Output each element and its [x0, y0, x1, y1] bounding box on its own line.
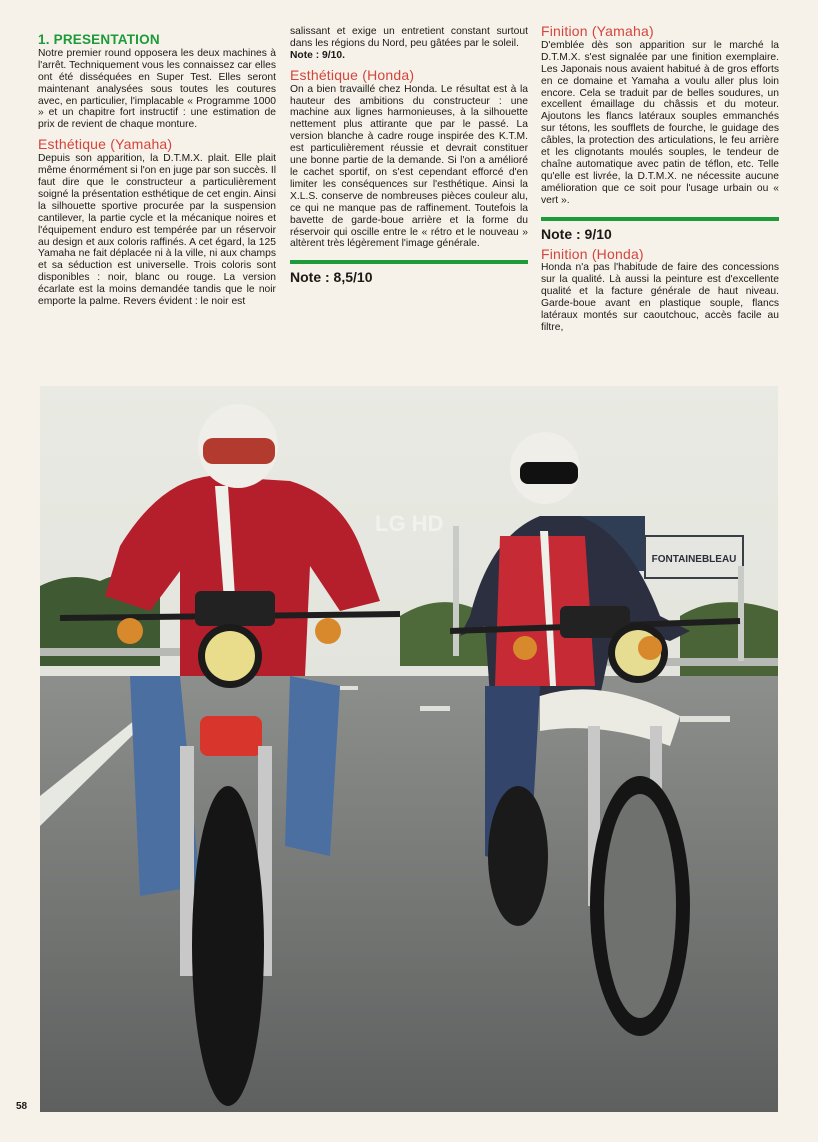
- esthetique-honda-paragraph: On a bien travaillé chez Honda. Le résultat est à la hauteur des ambitions du constructeur : une machine aux lignes harmonieuses, à la silhouette nettement plus attirante que par le passé. La version blanche à cadre rouge inspirée des K.T.M. est particulièrement réussie et devrait constituer une bonne partie de la demande. Si l'on a amélioré le cachet sportif, on s'est cependant efforcé d'en limiter les conséquences sur l'esthétique. Ainsi la X.L.S. conserve de nombreuses pièces couleur alu, ce qui ne manque pas de raffinement. Toutefois la bavette de garde-boue arrière et la forme du réservoir qui oscille entre le « rétro et le nouveau » altèrent très légèrement l'image générale.: [290, 83, 528, 250]
- guard-rail-left: [40, 648, 190, 656]
- note-finition-yamaha: Note : 9/10: [541, 225, 612, 242]
- finition-honda-heading: Finition (Honda): [541, 245, 644, 262]
- green-divider: [541, 217, 779, 221]
- note-esthetique-honda: Note : 8,5/10: [290, 269, 373, 286]
- road-sign-text: FONTAINEBLEAU: [651, 554, 737, 565]
- green-divider: [290, 260, 528, 264]
- column-3: [541, 23, 779, 334]
- sign-post: [453, 526, 459, 656]
- finition-honda-paragraph: Honda n'a pas l'habitude de faire des concessions sur la qualité. Là aussi la peinture est d'excellente qualité et la facture générale de haut niveau. Garde-boue avant en plastique souple, flancs latéraux montés sur caoutchouc, accès facile au filtre,: [541, 262, 779, 333]
- sign-post: [738, 566, 744, 661]
- column-2: [290, 26, 528, 290]
- page-number: 58: [16, 1101, 28, 1112]
- section-title: 1. PRESENTATION: [38, 32, 160, 47]
- esthetique-yamaha-heading: Esthétique (Yamaha): [38, 136, 173, 153]
- continuation-paragraph: salissant et exige un entretient constant surtout dans les régions du Nord, peu gâtées par le soleil.: [290, 26, 528, 49]
- lane-dash: [340, 686, 358, 690]
- motorcycles-photo: [40, 386, 778, 1112]
- column-1: [38, 26, 276, 308]
- lane-dash: [420, 706, 450, 711]
- note-esthetique-yamaha: Note : 9/10.: [290, 49, 345, 61]
- finition-yamaha-heading: Finition (Yamaha): [541, 23, 654, 39]
- esthetique-yamaha-paragraph: Depuis son apparition, la D.T.M.X. plait. Elle plait même énormément si l'on en juge par son succès. Il faut dire que le constructeur a particulièrement soigné la présentation esthétique de cet engin. Ainsi la silhouette sportive procurée par la suspension cantilever, la partie cycle et la mécanique noires et l'équipement enduro est tempérée par un réservoir au design et aux coloris raffinés. A cet égard, la 125 Yamaha ne fait déplacée ni à la ville, ni aux champs et sa séduction est universelle. Trois coloris sont disponibles : noir, blanc ou rouge. La version écarlate est la moins demandée tandis que le noir emporte la palme. Revers évident : le noir est: [38, 153, 276, 308]
- esthetique-honda-heading: Esthétique (Honda): [290, 66, 415, 83]
- finition-yamaha-paragraph: D'emblée dès son apparition sur le marché la D.T.M.X. s'est signalée par une finition exemplaire. Les Japonais nous avaient habitué à de gros efforts en ce domaine et Yamaha a voulu aller plus loin encore. Cela se traduit par de belles soudures, un excellent émaillage du châssis et du moteur. Ajoutons les flancs latéraux souples emmanchés sur tétons, les soufflets de fourche, le guidage des câbles, la protection des articulations, le feu arrière et les clignotants moulés souples, le tendeur de chaîne automatique avec patin de téflon, etc. Telle qu'elle est livrée, la D.T.M.X. ne nécessite aucune amélioration que ce soit pour l'usage urbain ou « vert ».: [541, 39, 779, 206]
- watermark: LG HD: [375, 511, 444, 536]
- intro-paragraph: Notre premier round opposera les deux machines à l'arrêt. Techniquement vous les connaissez car elles ont été disséquées en Super Test. Elles seront maintenant analysées sous toutes les coutures avec, en particulier, l'implacable « Programme 1000 » et un chapitre fort instructif : une estimation de prix de revient de chaque monture.: [38, 47, 276, 131]
- lane-dash: [680, 716, 730, 722]
- photo-illustration: [40, 386, 778, 1112]
